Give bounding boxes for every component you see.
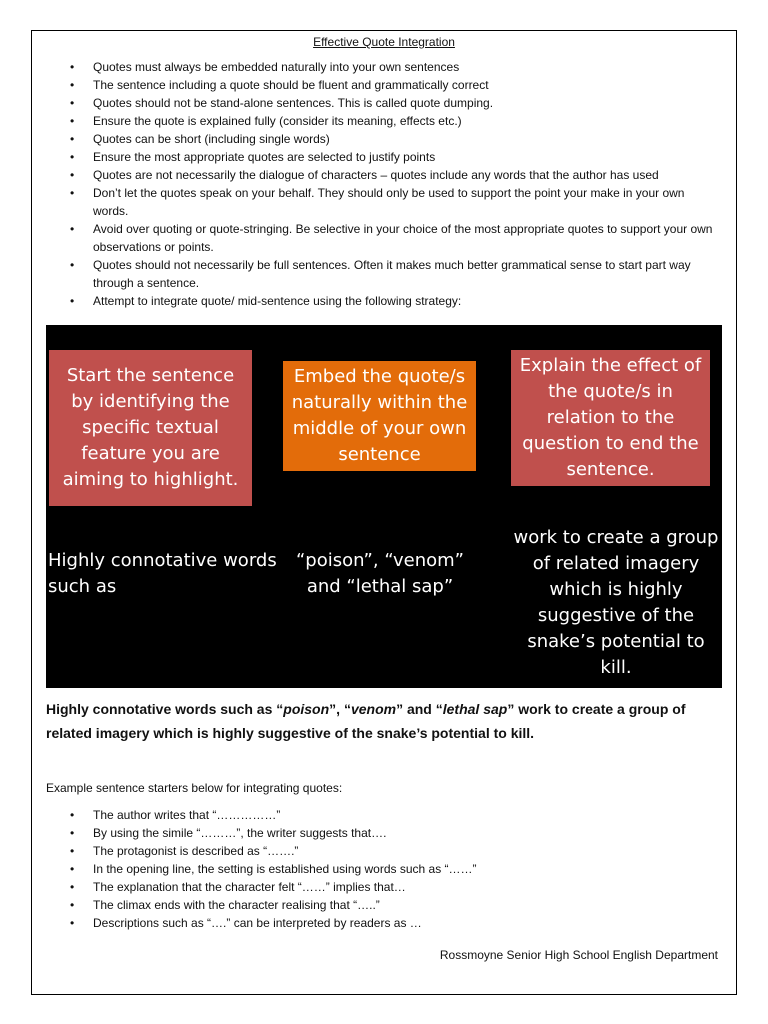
list-item: • Quotes should not be stand-alone sentences. This is called quote dumping.	[70, 94, 720, 112]
list-item: • Quotes can be short (including single words)	[70, 130, 720, 148]
list-item: • The author writes that “……………”	[70, 806, 710, 824]
list-item: • The protagonist is described as “…….”	[70, 842, 710, 860]
list-item: • In the opening line, the setting is established using words such as “……”	[70, 860, 710, 878]
starters-heading: Example sentence starters below for integrating quotes:	[46, 781, 343, 795]
list-item: • The explanation that the character felt “……” implies that…	[70, 878, 710, 896]
document-title: Effective Quote Integration	[313, 35, 455, 49]
example-text: ” and “	[396, 701, 443, 717]
list-item: • Don’t let the quotes speak on your behalf. They should only be used to support the point your make in your own words.	[70, 184, 720, 220]
step-embed-quote-box	[283, 361, 476, 471]
list-item: • Ensure the most appropriate quotes are selected to justify points	[70, 148, 720, 166]
list-item: • Avoid over quoting or quote-stringing. Be selective in your choice of the most appropriate quotes to support your own observations or points.	[70, 220, 720, 256]
step-identify-feature-box	[49, 350, 252, 506]
list-item: • The sentence including a quote should be fluent and grammatically correct	[70, 76, 720, 94]
example-text: ” work to create a group of related imagery which is highly suggestive of the snake’s potential to kill.	[46, 701, 686, 741]
example-sentence	[46, 697, 726, 745]
step-identify-feature-text: Start the sentence by identifying the specific textual feature you are aiming to highlight.	[62, 365, 239, 490]
list-item: • Quotes should not necessarily be full sentences. Often it makes much better grammatical sense to start part way through a sentence.	[70, 256, 720, 292]
example-quote: lethal sap	[442, 701, 508, 717]
example-part-quotes: “poison”, “venom” and “lethal sap”	[295, 550, 465, 597]
sentence-starters-list	[70, 806, 710, 932]
footer-credit: Rossmoyne Senior High School English Department	[439, 948, 718, 962]
list-item: • Ensure the quote is explained fully (consider its meaning, effects etc.)	[70, 112, 720, 130]
example-text: ”, “	[329, 701, 351, 717]
step-explain-effect-box	[511, 350, 710, 486]
example-text: Highly connotative words such as “	[46, 701, 284, 717]
example-part-feature: Highly connotative words such as	[48, 550, 277, 597]
example-quote: poison	[283, 701, 330, 717]
list-item: • Descriptions such as “….” can be interpreted by readers as …	[70, 914, 710, 932]
example-quote: venom	[350, 701, 397, 717]
list-item: • Quotes are not necessarily the dialogue of characters – quotes include any words that the author has used	[70, 166, 720, 184]
list-item: • Quotes must always be embedded naturally into your own sentences	[70, 58, 720, 76]
strategy-diagram	[46, 325, 722, 688]
step-explain-effect-text: Explain the effect of the quote/s in relation to the question to end the sentence.	[519, 355, 702, 480]
list-item: • The climax ends with the character realising that “…..”	[70, 896, 710, 914]
list-item: • By using the simile “………”, the writer suggests that….	[70, 824, 710, 842]
list-item: • Attempt to integrate quote/ mid-sentence using the following strategy:	[70, 292, 720, 310]
guidelines-list	[70, 58, 720, 310]
example-part-explanation: work to create a group of related imagery which is highly suggestive of the snake’s potential to kill.	[513, 527, 719, 678]
step-embed-quote-text: Embed the quote/s naturally within the middle of your own sentence	[291, 366, 468, 465]
